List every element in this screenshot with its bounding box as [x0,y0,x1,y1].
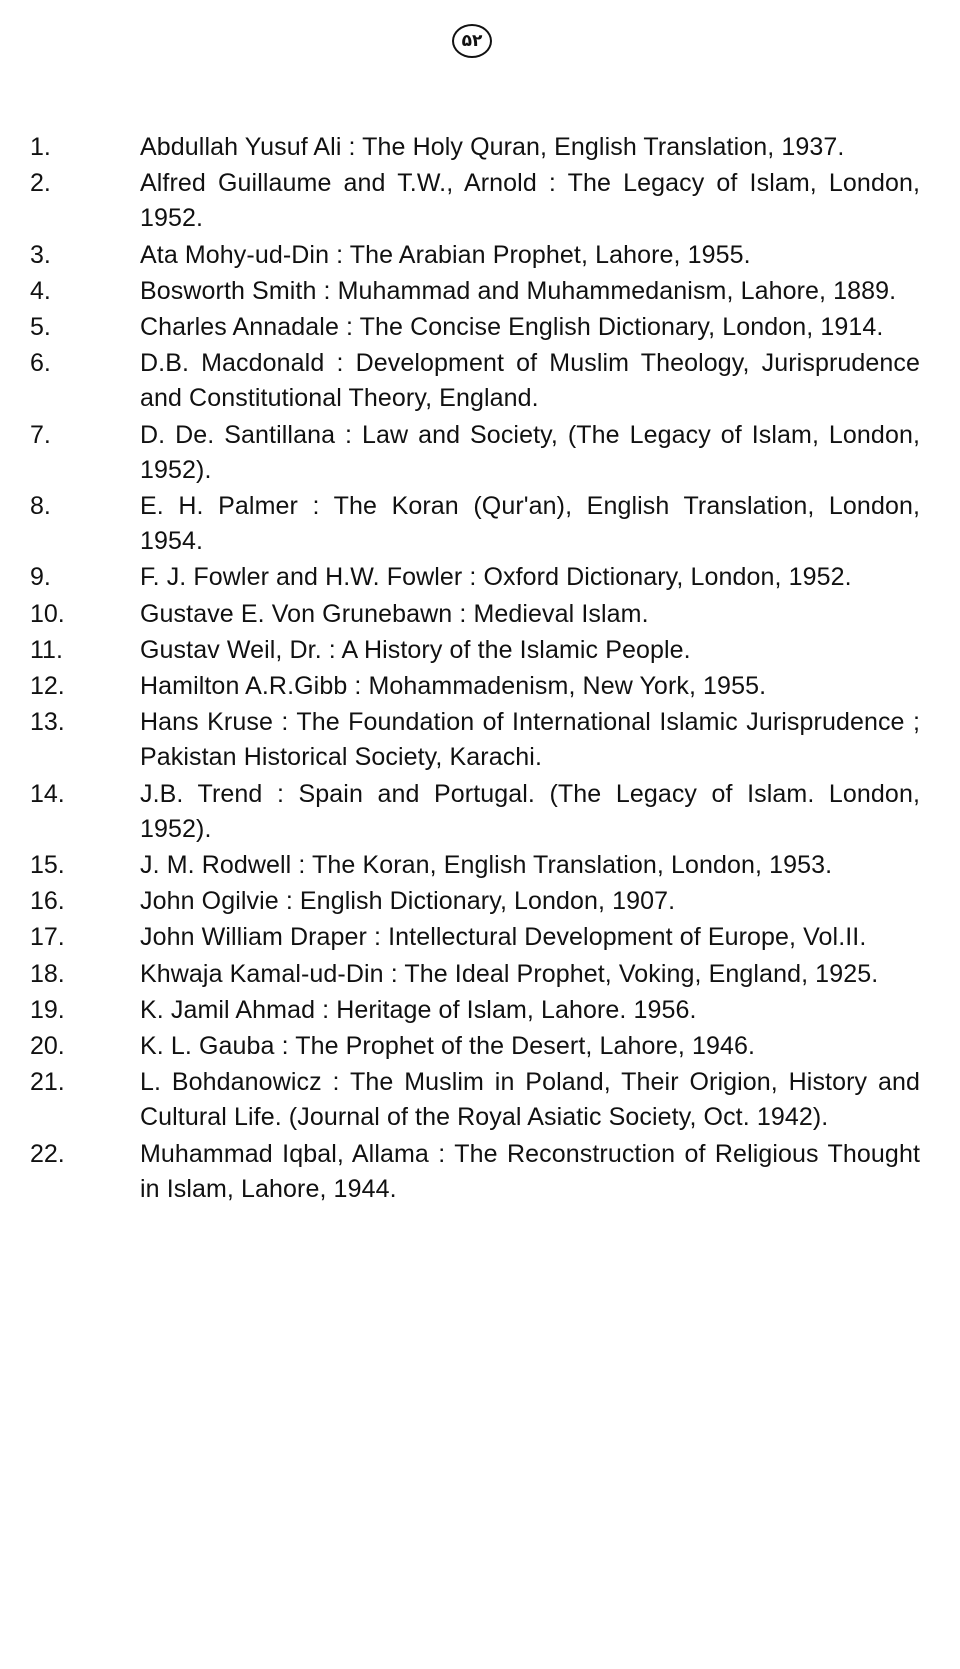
reference-text: J.B. Trend : Spain and Portugal. (The Legacy of Islam. London, 1952). [140,779,920,843]
reference-item [30,310,920,345]
reference-text: E. H. Palmer : The Koran (Qur'an), English Translation, London, 1954. [140,492,920,556]
reference-item [30,1137,920,1207]
reference-number: 2. [30,169,51,198]
page-number: ۵۲ [452,24,492,58]
reference-text: Charles Annadale : The Concise English Dictionary, London, 1914. [140,313,884,342]
reference-item [30,130,920,165]
reference-item [30,705,920,775]
reference-number: 6. [30,349,51,378]
reference-item [30,418,920,488]
reference-item [30,489,920,559]
reference-number: 20. [30,1032,65,1061]
reference-item [30,993,920,1028]
reference-text: Alfred Guillaume and T.W., Arnold : The Legacy of Islam, London, 1952. [140,169,920,233]
reference-item [30,346,920,416]
reference-number: 21. [30,1068,65,1097]
reference-item [30,560,920,595]
reference-number: 8. [30,492,51,521]
reference-item [30,777,920,847]
reference-text: D.B. Macdonald : Development of Muslim Theology, Jurisprudence and Constitutional Theory, England. [140,349,920,413]
reference-text: Gustav Weil, Dr. : A History of the Islamic People. [140,635,691,664]
reference-text: Muhammad Iqbal, Allama : The Reconstruction of Religious Thought in Islam, Lahore, 1944. [140,1139,920,1203]
reference-number: 13. [30,708,65,737]
reference-text: K. Jamil Ahmad : Heritage of Islam, Lahore. 1956. [140,995,697,1024]
reference-number: 14. [30,779,65,808]
reference-item [30,166,920,236]
reference-text: Bosworth Smith : Muhammad and Muhammedanism, Lahore, 1889. [140,276,897,305]
reference-number: 5. [30,313,51,342]
reference-text: L. Bohdanowicz : The Muslim in Poland, Their Origion, History and Cultural Life. (Journal of the Royal Asiatic Society, Oct. 1942). [140,1068,920,1132]
reference-text: Hans Kruse : The Foundation of International Islamic Jurisprudence ; Pakistan Historical Society, Karachi. [140,708,920,772]
reference-text: Gustave E. Von Grunebawn : Medieval Islam. [140,599,649,628]
reference-number: 4. [30,276,51,305]
reference-item [30,597,920,632]
reference-text: John William Draper : Intellectural Development of Europe, Vol.II. [140,923,867,952]
reference-item [30,848,920,883]
reference-number: 18. [30,959,65,988]
reference-item [30,669,920,704]
reference-item [30,957,920,992]
reference-item [30,1029,920,1064]
reference-item [30,920,920,955]
reference-number: 19. [30,995,65,1024]
reference-number: 1. [30,133,51,161]
reference-list [30,130,920,1208]
reference-number: 9. [30,563,51,592]
reference-item [30,274,920,309]
reference-text: Khwaja Kamal-ud-Din : The Ideal Prophet, Voking, England, 1925. [140,959,879,988]
reference-text: D. De. Santillana : Law and Society, (The Legacy of Islam, London, 1952). [140,420,920,484]
reference-number: 22. [30,1139,65,1168]
reference-number: 7. [30,420,51,449]
reference-number: 11. [30,635,63,664]
reference-item [30,633,920,668]
reference-text: F. J. Fowler and H.W. Fowler : Oxford Dictionary, London, 1952. [140,563,852,592]
reference-text: K. L. Gauba : The Prophet of the Desert, Lahore, 1946. [140,1032,756,1061]
reference-number: 3. [30,240,51,269]
reference-number: 16. [30,887,65,916]
reference-item [30,884,920,919]
reference-number: 15. [30,851,65,880]
reference-text: Ata Mohy-ud-Din : The Arabian Prophet, Lahore, 1955. [140,240,751,269]
reference-number: 17. [30,923,65,952]
reference-text: Hamilton A.R.Gibb : Mohammadenism, New York, 1955. [140,672,767,701]
reference-item [30,1065,920,1135]
reference-text: John Ogilvie : English Dictionary, London, 1907. [140,887,676,916]
reference-number: 12. [30,672,65,701]
reference-item [30,238,920,273]
reference-text: J. M. Rodwell : The Koran, English Translation, London, 1953. [140,851,833,880]
reference-number: 10. [30,599,65,628]
reference-text: Abdullah Yusuf Ali : The Holy Quran, English Translation, 1937. [140,133,845,161]
